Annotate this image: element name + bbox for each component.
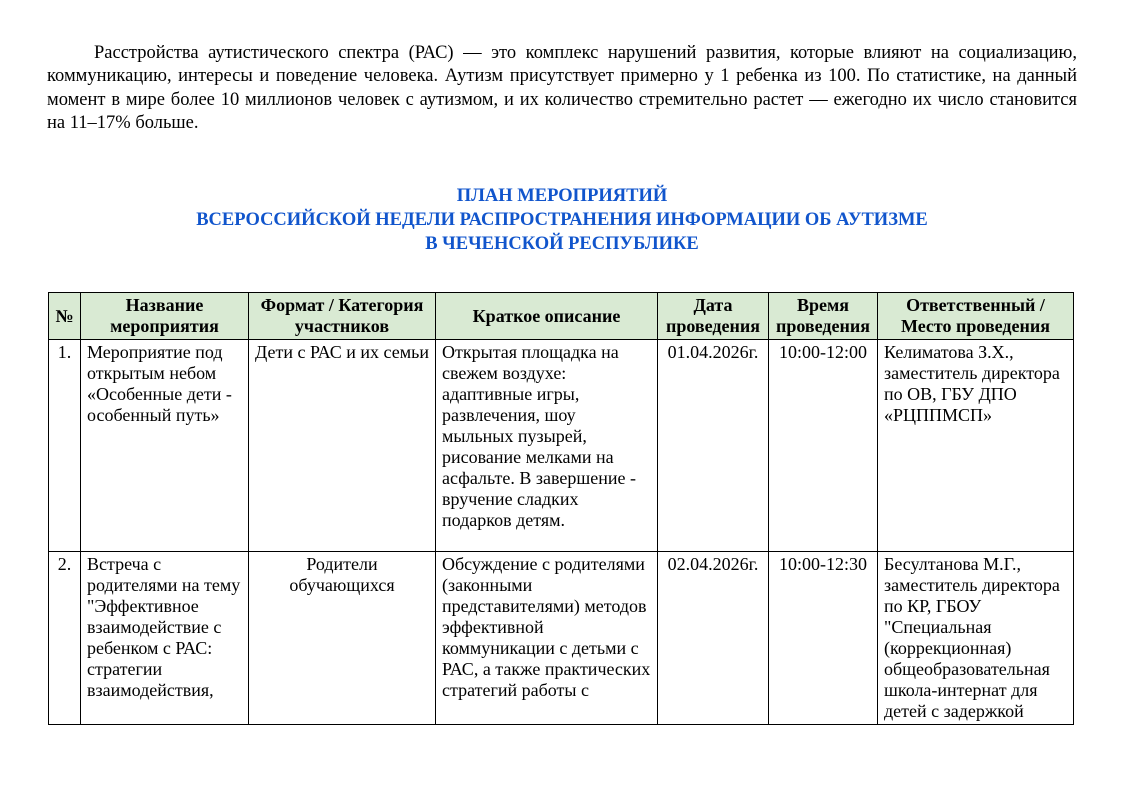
table-header-row: [49, 293, 1074, 340]
title-line-2: ВСЕРОССИЙСКОЙ НЕДЕЛИ РАСПРОСТРАНЕНИЯ ИНФОРМАЦИИ ОБ АУТИЗМЕ: [196, 210, 928, 230]
cell-time: 10:00-12:00: [769, 340, 878, 552]
cell-time: 10:00-12:30: [769, 552, 878, 725]
title-line-1: ПЛАН МЕРОПРИЯТИЙ: [456, 186, 668, 206]
header-time: Время проведения: [769, 293, 878, 340]
header-format-category: Формат / Категория участников: [249, 293, 436, 340]
table-row-2: [49, 552, 1074, 725]
cell-event-name: Встреча с родителями на тему "Эффективное взаимодействие с ребенком с РАС: стратегии взаимодействия,: [81, 552, 249, 725]
cell-date: 02.04.2026г.: [658, 552, 769, 725]
document-title: [47, 184, 1077, 256]
title-line-3: В ЧЕЧЕНСКОЙ РЕСПУБЛИКЕ: [425, 234, 699, 254]
cell-date: 01.04.2026г.: [658, 340, 769, 552]
header-event-name: Название мероприятия: [81, 293, 249, 340]
cell-responsible: Келиматова З.Х., заместитель директора по ОВ, ГБУ ДПО «РЦППМСП»: [878, 340, 1074, 552]
cell-event-name: Мероприятие под открытым небом «Особенные дети - особенный путь»: [81, 340, 249, 552]
header-number: №: [49, 293, 81, 340]
cell-format: Дети с РАС и их семьи: [249, 340, 436, 552]
cell-number: 2.: [49, 552, 81, 725]
cell-description: Обсуждение с родителями (законными представителями) методов эффективной коммуникации с детьми с РАС, а также практических стратегий работы с: [436, 552, 658, 725]
cell-description: Открытая площадка на свежем воздухе: адаптивные игры, развлечения, шоу мыльных пузырей, рисование мелками на асфальте. В завершение - вручение сладких подарков детям.: [436, 340, 658, 552]
cell-format: Родители обучающихся: [249, 552, 436, 725]
intro-paragraph: Расстройства аутистического спектра (РАС) — это комплекс нарушений развития, которые влияют на социализацию, коммуникацию, интересы и поведение человека. Аутизм присутствует примерно у 1 ребенка из 100. По статистике, на данный момент в мире более 10 миллионов человек с аутизмом, и их количество стремительно растет — ежегодно их число становится на 11–17% больше.: [47, 43, 1077, 133]
header-date: Дата проведения: [658, 293, 769, 340]
header-responsible: Ответственный / Место проведения: [878, 293, 1074, 340]
table-row-1: [49, 340, 1074, 552]
cell-number: 1.: [49, 340, 81, 552]
cell-responsible: Бесултанова М.Г., заместитель директора по КР, ГБОУ "Специальная (коррекционная) общеобразовательная школа-интернат для детей с задержкой: [878, 552, 1074, 725]
header-description: Краткое описание: [436, 293, 658, 340]
events-plan-table: [48, 292, 1074, 725]
